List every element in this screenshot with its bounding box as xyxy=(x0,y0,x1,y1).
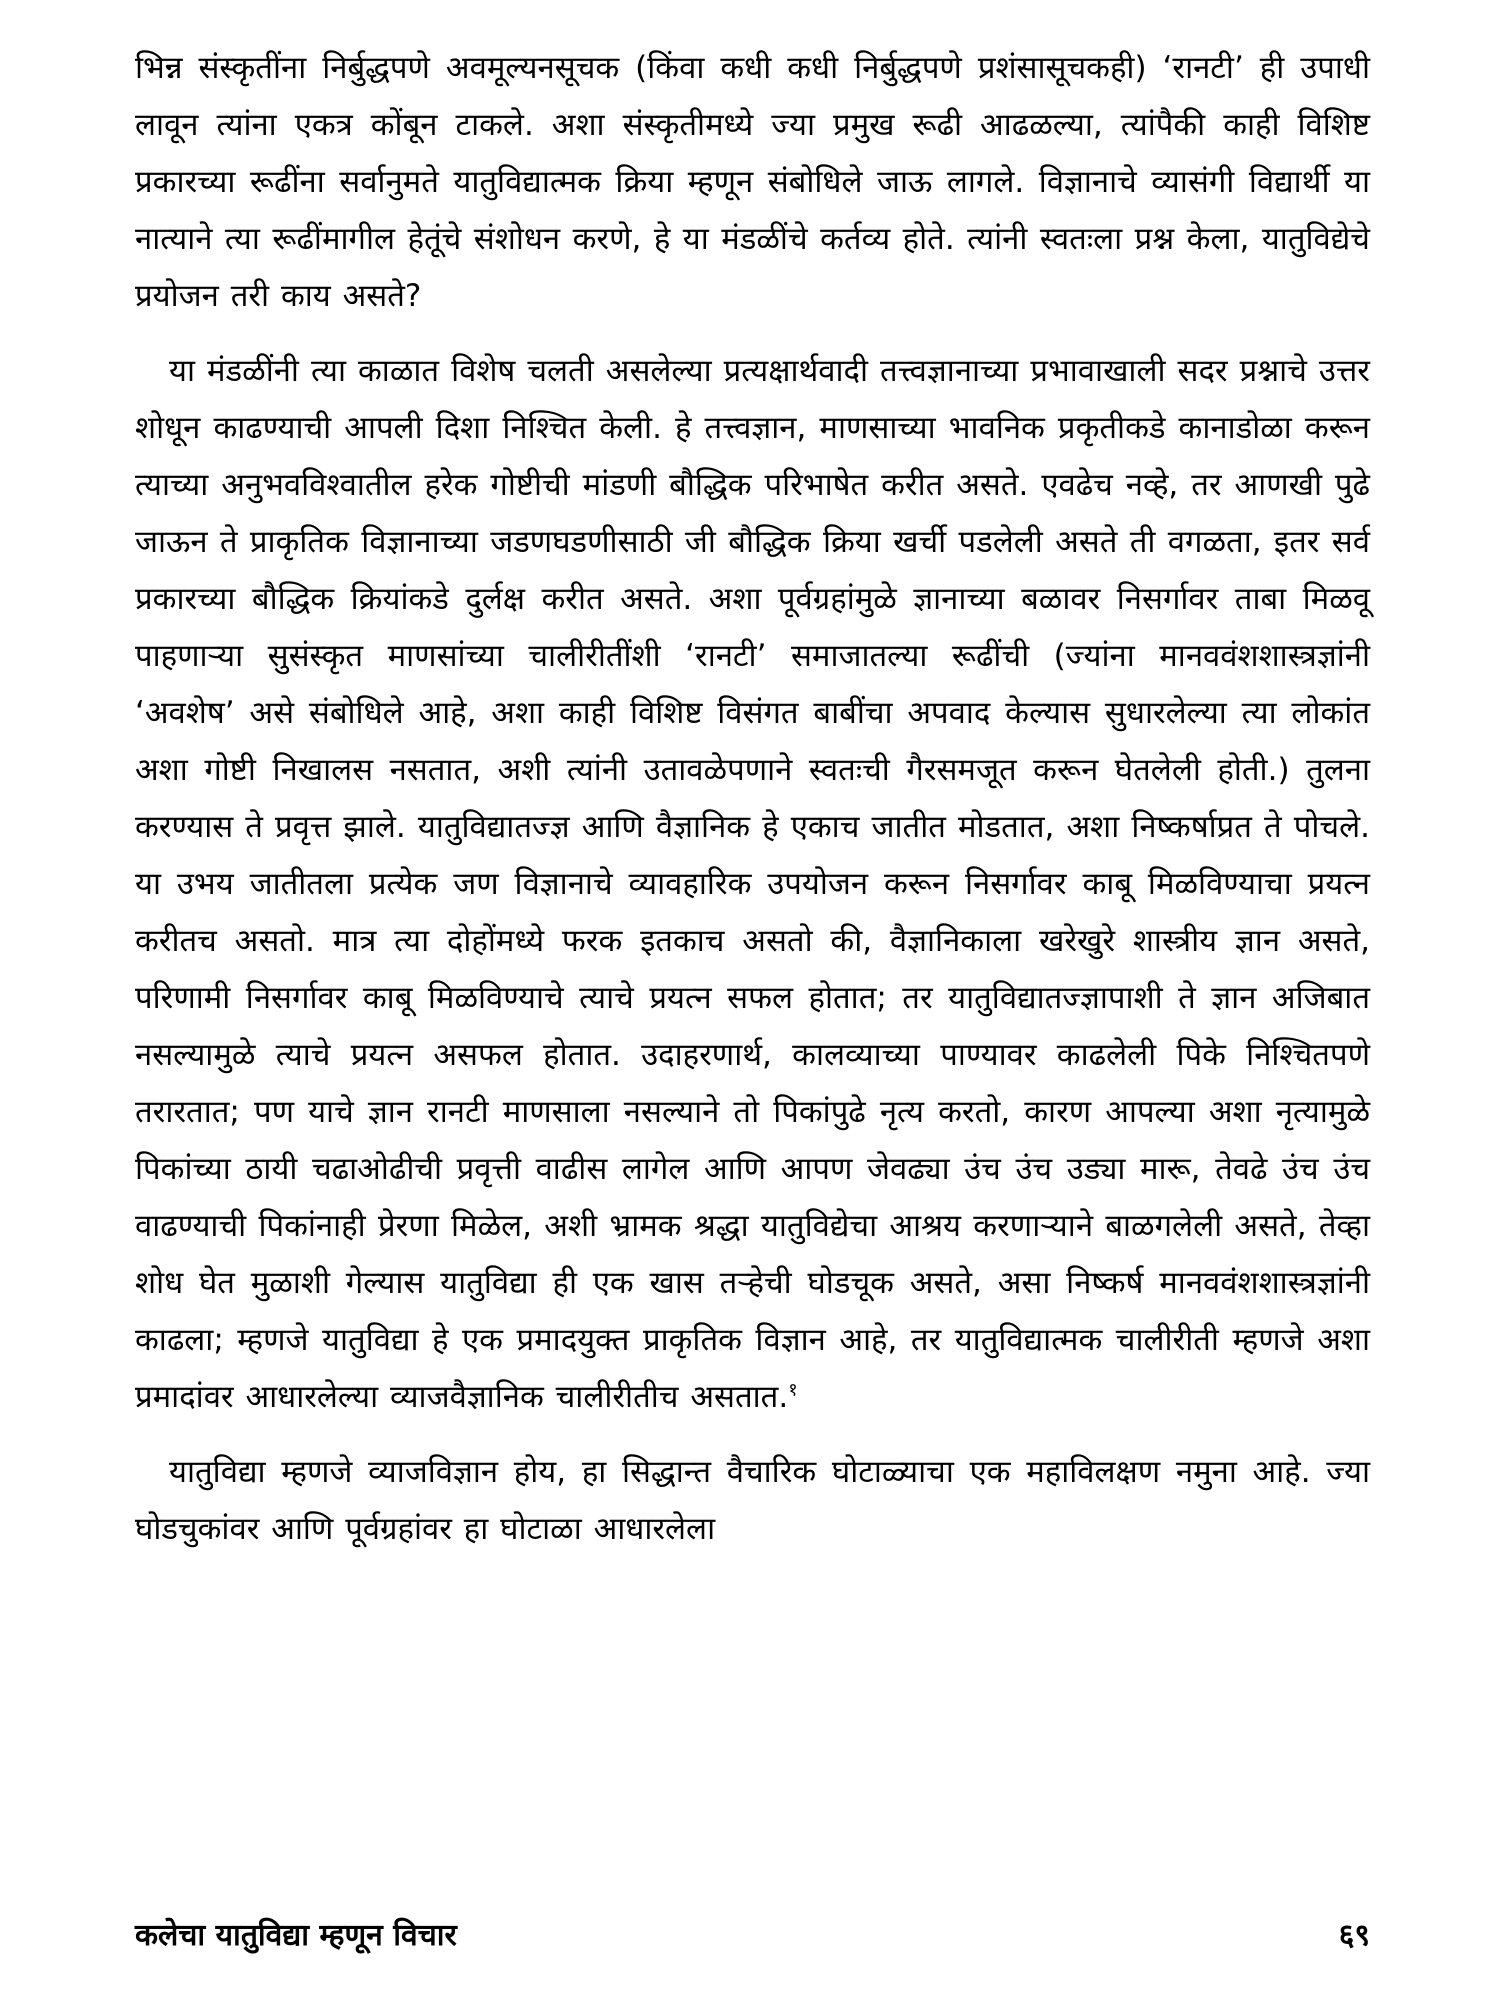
page-number: ६९ xyxy=(1338,1917,1370,1953)
paragraph-continued xyxy=(135,40,1370,325)
page-body xyxy=(135,40,1370,1576)
paragraph-text: या मंडळींनी त्या काळात विशेष चलती असलेल्या प्रत्यक्षार्थवादी तत्त्वज्ञानाच्या प्रभावाखाली सदर प्रश्नाचे उत्तर शोधून काढण्याची आपली दिशा निश्चित केली. हे तत्त्वज्ञान, माणसाच्या भावनिक प्रकृतीकडे कानाडोळा करून त्याच्या अनुभवविश्वातील हरेक गोष्टीची मांडणी बौद्धिक परिभाषेत करीत असते. एवढेच नव्हे, तर आणखी पुढे जाऊन ते प्राकृतिक विज्ञानाच्या जडणघडणीसाठी जी बौद्धिक क्रिया खर्ची पडलेली असते ती वगळता, इतर सर्व प्रकारच्या बौद्धिक क्रियांकडे दुर्लक्ष करीत असते. अशा पूर्वग्रहांमुळे ज्ञानाच्या बळावर निसर्गावर ताबा मिळवू पाहणाऱ्या सुसंस्कृत माणसांच्या चालीरीतींशी ‘रानटी’ समाजातल्या रूढींची (ज्यांना मानववंशशास्त्रज्ञांनी ‘अवशेष’ असे संबोधिले आहे, अशा काही विशिष्ट विसंगत बाबींचा अपवाद केल्यास सुधारलेल्या त्या लोकांत अशा गोष्टी निखालस नसतात, अशी त्यांनी उतावळेपणाने स्वतःची गैरसमजूत करून घेतलेली होती.) तुलना करण्यास ते प्रवृत्त झाले. यातुविद्यातज्ज्ञ आणि वैज्ञानिक हे एकाच जातीत मोडतात, अशा निष्कर्षाप्रत ते पोचले. या उभय जातीतला प्रत्येक जण विज्ञानाचे व्यावहारिक उपयोजन करून निसर्गावर काबू मिळविण्याचा प्रयत्न करीतच असतो. मात्र त्या दोहोंमध्ये फरक इतकाच असतो की, वैज्ञानिकाला खरेखुरे शास्त्रीय ज्ञान असते, परिणामी निसर्गावर काबू मिळविण्याचे त्याचे प्रयत्न सफल होतात; तर यातुविद्यातज्ज्ञापाशी ते ज्ञान अजिबात नसल्यामुळे त्याचे प्रयत्न असफल होतात. उदाहरणार्थ, कालव्याच्या पाण्यावर काढलेली पिके निश्चितपणे तरारतात; पण याचे ज्ञान रानटी माणसाला नसल्याने तो पिकांपुढे नृत्य करतो, कारण आपल्या अशा नृत्यामुळे पिकांच्या ठायी चढाओढीची प्रवृत्ती वाढीस लागेल आणि आपण जेवढ्या उंच उंच उड्या मारू, तेवढे उंच उंच वाढण्याची पिकांनाही प्रेरणा मिळेल, अशी भ्रामक श्रद्धा यातुविद्येचा आश्रय करणाऱ्याने बाळगलेली असते, तेव्हा शोध घेत मुळाशी गेल्यास यातुविद्या ही एक खास तऱ्हेची घोडचूक असते, असा निष्कर्ष मानववंशशास्त्रज्ञांनी काढला; म्हणजे यातुविद्या हे एक प्रमादयुक्त प्राकृतिक विज्ञान आहे, तर यातुविद्यात्मक चालीरीती म्हणजे अशा प्रमादांवर आधारलेल्या व्याजवैज्ञानिक चालीरीतीच असतात. xyxy=(135,353,1370,1415)
footnote-marker[interactable]: १ xyxy=(788,1379,798,1401)
page-footer xyxy=(135,1908,1370,1958)
paragraph-text: यातुविद्या म्हणजे व्याजविज्ञान होय, हा सिद्धान्त वैचारिक घोटाळ्याचा एक महाविलक्षण नमुना आहे. ज्या घोडचुकांवर आणि पूर्वग्रहांवर हा घोटाळा आधारलेला xyxy=(135,1454,1370,1547)
running-title: कलेचा यातुविद्या म्हणून विचार xyxy=(135,1917,457,1953)
paragraph xyxy=(135,1444,1370,1558)
paragraph xyxy=(135,343,1370,1426)
paragraph-text: भिन्न संस्कृतींना निर्बुद्धपणे अवमूल्यनसूचक (किंवा कधी कधी निर्बुद्धपणे प्रशंसासूचकही) ‘रानटी’ ही उपाधी लावून त्यांना एकत्र कोंबून टाकले. अशा संस्कृतीमध्ये ज्या प्रमुख रूढी आढळल्या, त्यांपैकी काही विशिष्ट प्रकारच्या रूढींना सर्वानुमते यातुविद्यात्मक क्रिया म्हणून संबोधिले जाऊ लागले. विज्ञानाचे व्यासंगी विद्यार्थी या नात्याने त्या रूढींमागील हेतूंचे संशोधन करणे, हे या मंडळींचे कर्तव्य होते. त्यांनी स्वतःला प्रश्न केला, यातुविद्येचे प्रयोजन तरी काय असते? xyxy=(135,50,1370,314)
